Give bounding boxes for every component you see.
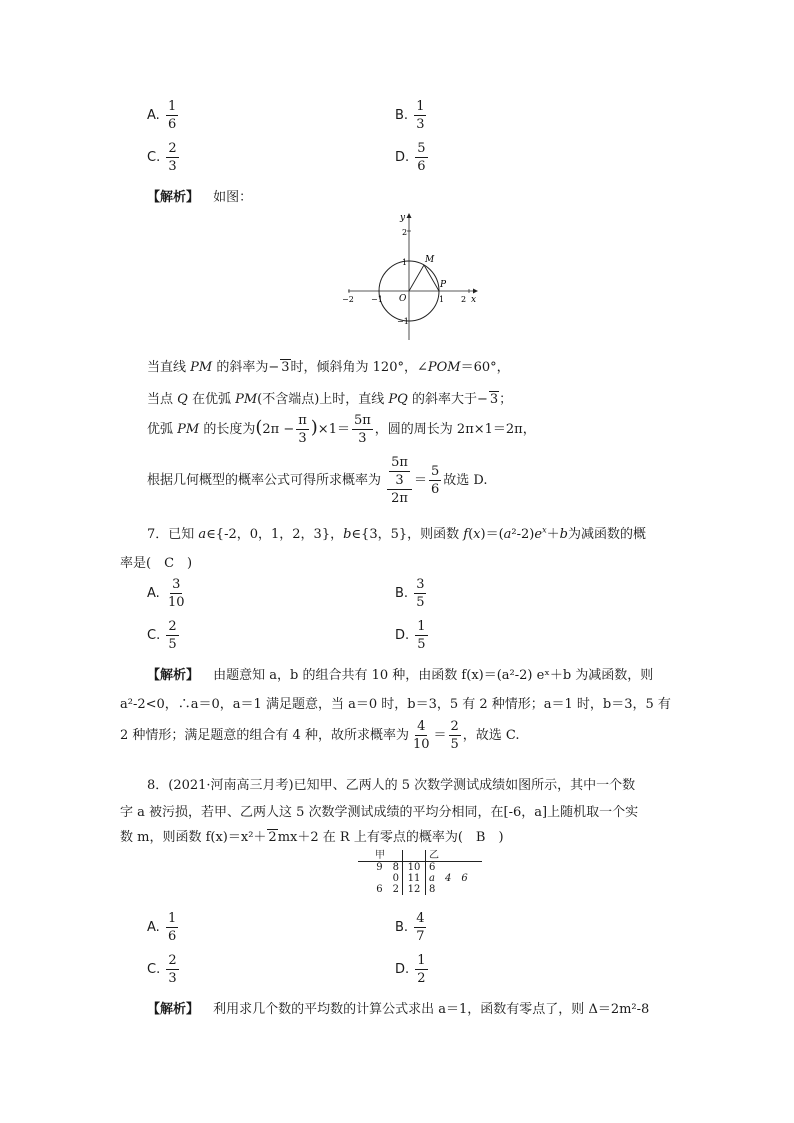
q8-stem-line1: 8．(2021·河南高三月考)已知甲、乙两人的 5 次数学测试成绩如图所示，其中一个数 (147, 778, 636, 793)
q6-option-c: C. $\frac{2}{3}$ (147, 141, 177, 174)
tick-label-xm1: −1 (371, 295, 383, 304)
q6-option-a: A. $\frac{1}{6}$ (147, 99, 177, 132)
header-yi: 乙 (429, 850, 439, 861)
q6-option-d: D. $\frac{5}{6}$ (395, 141, 426, 174)
q7-stem-line1: 7．已知 a∈{-2，0，1，2，3}，b∈{3，5}，则函数 $f(x)=(a^2-2)e^x+b$为减函数的概 (147, 525, 646, 542)
q6-solution-line3: 优弧 PM 的长度为(2π − $\frac{\pi}{3}$ )×1＝ $\frac{5\pi}{3}$ ，圆的周长为 2π×1＝2π， (147, 413, 536, 446)
q7-option-c: C. $\frac{2}{5}$ (147, 619, 177, 652)
tick-label-y2: 2 (402, 228, 408, 237)
stem-leaf-table (358, 850, 482, 895)
q7-option-a: A. $\frac{3}{10}$ (147, 577, 185, 610)
q8-option-b: B. $\frac{4}{7}$ (395, 911, 425, 944)
header-jia: 甲 (375, 850, 385, 861)
x-label: x (471, 295, 477, 305)
q6-solution-line2: 当点 Q 在优弧 PM(不含端点)上时，直线 PQ 的斜率大于− 3； (147, 392, 513, 407)
q7-solution-line3: 2 种情形；满足题意的组合有 4 种，故所求概率为 $\frac{4}{10}$ ＝ $\frac{2}{5}$ ，故选 C. (120, 719, 520, 752)
q8-option-c: C. $\frac{2}{3}$ (147, 953, 177, 986)
q6-solution-line4: 根据几何概型的概率公式可得所求概率为 $\frac{\frac{5\pi}{3}}{2\pi}$ ＝ $\frac{5}{6}$ 故选 D. (147, 455, 488, 506)
q7-option-d: D. $\frac{1}{5}$ (395, 619, 426, 652)
y-label: y (400, 213, 406, 223)
table-row: 6 2 12 8 (376, 884, 436, 895)
q7-stem-line2: 率是( C ) (120, 556, 193, 571)
q6-solution-line1: 当直线 PM 的斜率为− 3时，倾斜角为 120°，∠POM＝60°， (147, 360, 510, 375)
q7-solution-line1: 【解析】 由题意知 a，b 的组合共有 10 种，由函数 f(x)＝(a²-2) eˣ＋b 为减函数，则 (147, 668, 654, 683)
q7-option-b: B. $\frac{3}{5}$ (395, 577, 425, 610)
table-row: 0 11 a 4 6 (392, 873, 468, 884)
tick-label-xm2: −2 (343, 295, 354, 304)
x-axis-arrow (473, 289, 478, 294)
q6-option-b: B. $\frac{1}{3}$ (395, 99, 425, 132)
unit-circle-figure (343, 210, 483, 349)
unit-circle-svg (343, 210, 483, 345)
y-axis-arrow (407, 213, 412, 218)
q8-stem-line3: 数 m，则函数 f(x)＝x²＋ 2mx＋2 在 R 上有零点的概率为( B ) (120, 830, 504, 845)
tick-label-x1: 1 (439, 295, 445, 304)
tick-label-y1: 1 (402, 258, 408, 267)
q8-option-a: A. $\frac{1}{6}$ (147, 911, 177, 944)
q8-stem-line2: 字 a 被污损，若甲、乙两人这 5 次数学测试成绩的平均分相同，在[-6，a]上随机取一个实 (120, 805, 639, 820)
q8-solution-line1: 【解析】 利用求几个数的平均数的计算公式求出 a＝1，函数有零点了，则 Δ＝2m²-8 (147, 1002, 650, 1017)
segment-om (409, 265, 424, 291)
origin-label: O (399, 294, 407, 304)
segment-mp (424, 265, 439, 291)
q6-solution-header: 【解析】 如图： (147, 190, 253, 205)
table-row: 9 8 10 6 (376, 862, 436, 873)
point-m-label: M (425, 255, 435, 265)
point-p-label: P (440, 280, 447, 290)
tick-label-x2: 2 (461, 295, 467, 304)
q7-solution-line2: a²-2<0，∴a＝0，a＝1 满足题意，当 a＝0 时，b＝3，5 有 2 种情形；a＝1 时，b＝3，5 有 (120, 697, 671, 712)
tick-label-ym1: −1 (397, 317, 409, 326)
q8-option-d: D. $\frac{1}{2}$ (395, 953, 426, 986)
